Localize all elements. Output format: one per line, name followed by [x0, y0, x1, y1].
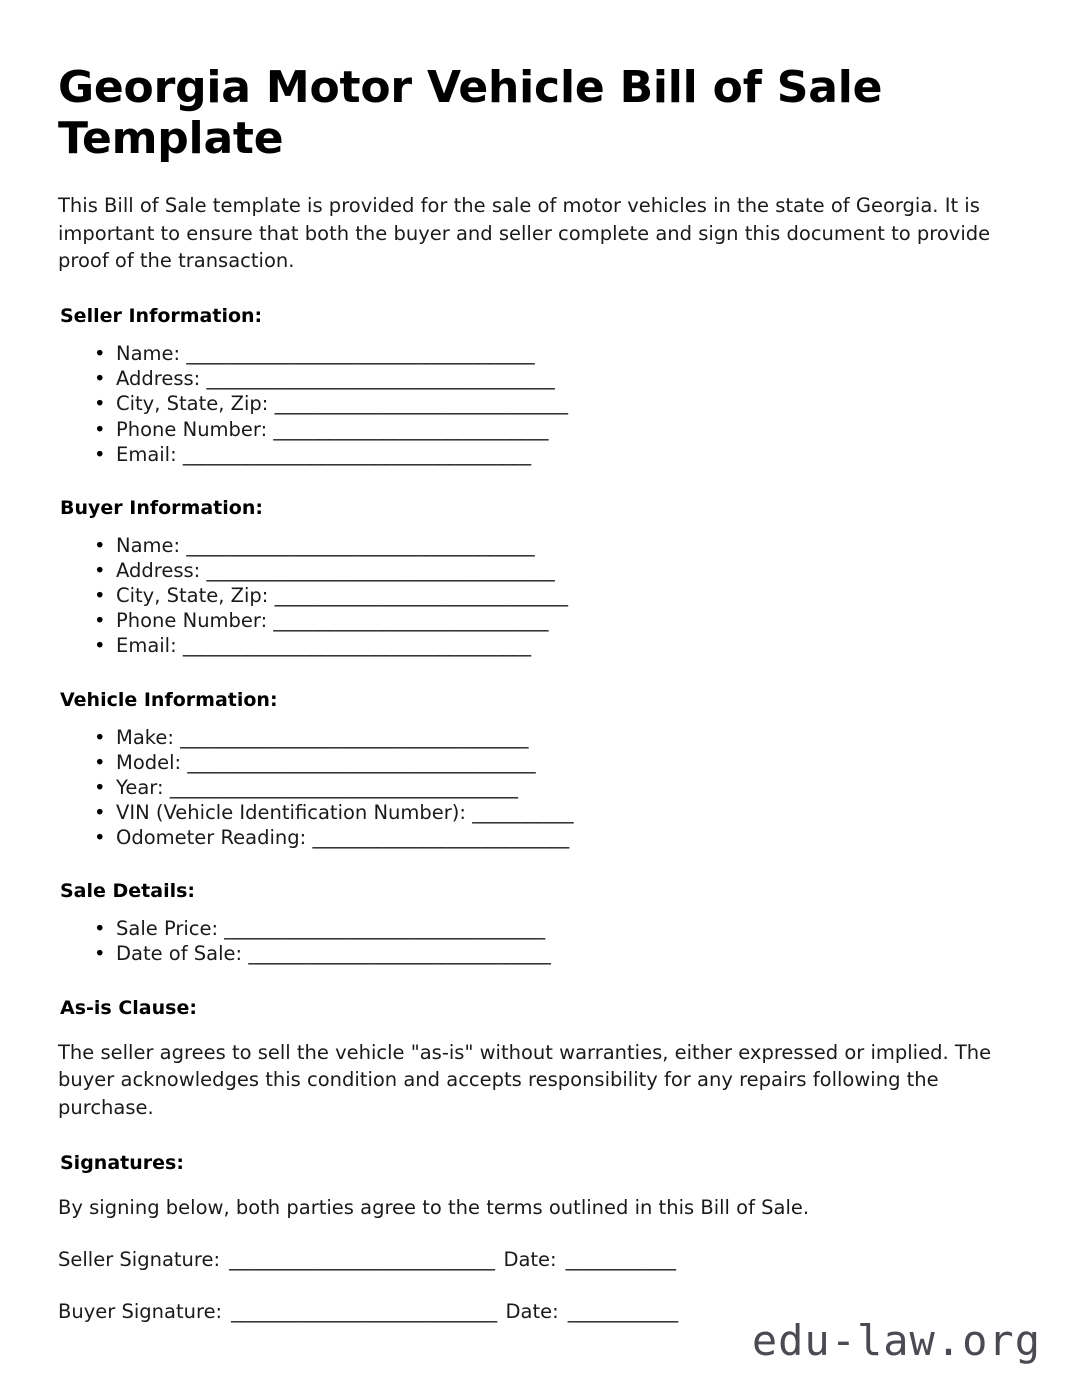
field-blank[interactable]: ______________________________________: [169, 775, 518, 799]
field-blank[interactable]: ________________________________: [274, 392, 568, 416]
seller-signature-row: [58, 1247, 1039, 1272]
field-blank[interactable]: ________________________________: [274, 584, 568, 608]
field-blank[interactable]: ______________________________________: [187, 750, 536, 774]
field-blank[interactable]: ___________: [472, 800, 573, 824]
signatures-body: By signing below, both parties agree to the terms outlined in this Bill of Sale.: [58, 1195, 810, 1219]
seller-signature-label: Seller Signature:: [58, 1248, 221, 1272]
sale-field-list: [58, 916, 1039, 966]
buyer-date-label: Date:: [505, 1299, 559, 1323]
field-blank[interactable]: ______________________________________: [206, 367, 555, 391]
field-blank[interactable]: _________________________________: [248, 942, 551, 966]
field-buyer-city-state-zip: [58, 583, 1039, 608]
field-blank[interactable]: ______________________________________: [182, 634, 531, 658]
field-blank[interactable]: ______________________________________: [186, 533, 535, 557]
field-seller-name: [58, 341, 1039, 366]
field-vehicle-make: [58, 725, 1039, 750]
field-label: Phone Number:: [116, 417, 268, 441]
buyer-date-blank[interactable]: ____________: [567, 1299, 678, 1323]
field-buyer-address: [58, 558, 1039, 583]
field-blank[interactable]: ______________________________________: [180, 725, 528, 749]
field-label: VIN (Vehicle Identification Number):: [116, 800, 466, 824]
field-vehicle-vin: [58, 800, 1039, 825]
section-heading-seller: Seller Information:: [60, 305, 263, 328]
field-seller-phone: [58, 417, 1039, 442]
seller-date-label: Date:: [503, 1248, 557, 1272]
section-heading-asis-clause: As-is Clause:: [60, 996, 197, 1019]
section-heading-buyer: Buyer Information:: [60, 496, 263, 519]
section-heading-sale-details: Sale Details:: [60, 880, 196, 903]
field-label: City, State, Zip:: [116, 584, 269, 608]
field-label: Name:: [116, 533, 181, 557]
buyer-field-list: [58, 533, 1039, 659]
field-blank[interactable]: ______________________________: [273, 609, 548, 633]
buyer-signature-blank[interactable]: _____________________________: [231, 1299, 497, 1323]
field-label: Address:: [116, 367, 201, 391]
field-label: Name:: [116, 342, 181, 366]
site-watermark: edu-law.org: [751, 1316, 1041, 1365]
field-label: City, State, Zip:: [116, 392, 269, 416]
section-heading-signatures: Signatures:: [60, 1151, 184, 1174]
field-seller-city-state-zip: [58, 391, 1039, 416]
field-label: Model:: [116, 750, 182, 774]
field-label: Date of Sale:: [116, 942, 243, 966]
section-heading-vehicle: Vehicle Information:: [60, 688, 278, 711]
field-label: Phone Number:: [116, 609, 268, 633]
asis-clause-body: The seller agrees to sell the vehicle "as-is" without warranties, either expressed or implied. The buyer acknowledges this condition and accepts responsibility for any repairs following the purchase.: [58, 1040, 992, 1119]
field-blank[interactable]: ____________________________: [312, 826, 569, 850]
field-sale-price: [58, 916, 1039, 941]
seller-date-blank[interactable]: ____________: [565, 1248, 676, 1272]
field-blank[interactable]: ______________________________________: [186, 342, 535, 366]
field-vehicle-model: [58, 750, 1039, 775]
field-blank[interactable]: ______________________________________: [182, 442, 531, 466]
intro-paragraph: This Bill of Sale template is provided for the sale of motor vehicles in the state of Georgia. It is important to ensure that both the buyer and seller complete and sign this document to provide proof of the transaction.: [58, 194, 991, 273]
vehicle-field-list: [58, 725, 1039, 851]
field-blank[interactable]: ______________________________: [273, 417, 548, 441]
field-label: Sale Price:: [116, 917, 219, 941]
field-blank[interactable]: ___________________________________: [224, 917, 545, 941]
field-blank[interactable]: ______________________________________: [206, 558, 555, 582]
field-label: Year:: [116, 775, 164, 799]
field-buyer-email: [58, 633, 1039, 658]
field-date-of-sale: [58, 941, 1039, 966]
field-label: Email:: [116, 634, 177, 658]
field-label: Email:: [116, 442, 177, 466]
field-label: Odometer Reading:: [116, 826, 307, 850]
field-vehicle-odometer: [58, 825, 1039, 850]
field-buyer-name: [58, 533, 1039, 558]
page-title: Georgia Motor Vehicle Bill of Sale Template: [58, 62, 883, 165]
field-seller-email: [58, 442, 1039, 467]
field-seller-address: [58, 366, 1039, 391]
field-label: Address:: [116, 558, 201, 582]
seller-signature-blank[interactable]: _____________________________: [229, 1248, 495, 1272]
buyer-signature-label: Buyer Signature:: [58, 1299, 223, 1323]
field-buyer-phone: [58, 608, 1039, 633]
field-vehicle-year: [58, 775, 1039, 800]
seller-field-list: [58, 341, 1039, 467]
field-label: Make:: [116, 725, 174, 749]
